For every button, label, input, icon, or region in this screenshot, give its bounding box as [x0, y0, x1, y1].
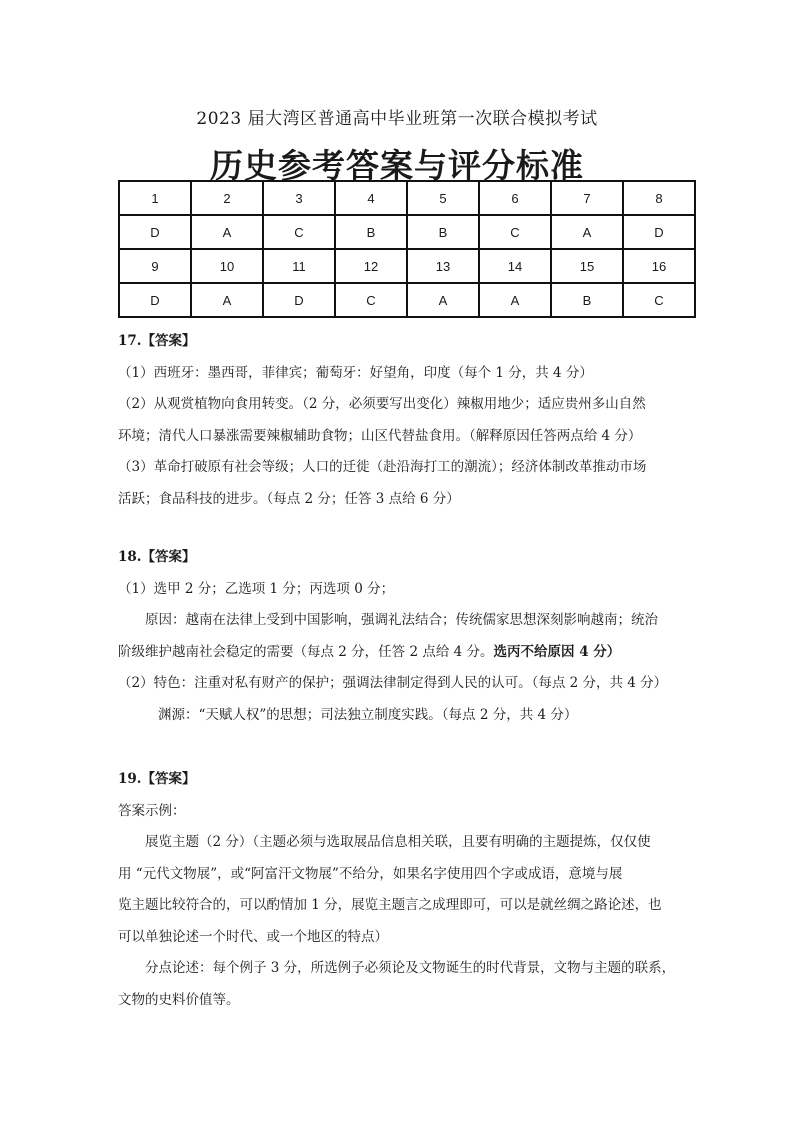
answer-cell: C	[479, 215, 551, 249]
q17-line: （1）西班牙：墨西哥，菲律宾；葡萄牙：好望角，印度（每个 1 分，共 4 分）	[118, 364, 593, 381]
question-number-cell: 6	[479, 181, 551, 215]
q18-line: （2）特色：注重对私有财产的保护；强调法律制定得到人民的认可。（每点 2 分，共 4 分）	[118, 675, 668, 691]
answer-cell: A	[191, 283, 263, 317]
answer-cell: A	[551, 215, 623, 249]
question-number-cell: 1	[119, 181, 191, 215]
answer-cell: A	[407, 283, 479, 317]
question-number-cell: 13	[407, 249, 479, 283]
answer-cell: C	[623, 283, 695, 317]
answer-row	[119, 283, 695, 317]
q17-line: （2）从观赏植物向食用转变。（2 分，必须要写出变化）辣椒用地少；适应贵州多山自然	[118, 396, 646, 412]
q19-line: 文物的史料价值等。	[118, 991, 240, 1008]
answer-row	[119, 215, 695, 249]
q19-line: 用 “元代文物展”，或“阿富汗文物展”不给分，如果名字使用四个字或成语，意境与展	[118, 865, 623, 882]
answer-cell: D	[119, 283, 191, 317]
question-number-cell: 12	[335, 249, 407, 283]
answer-cell: A	[479, 283, 551, 317]
q18-line: （1）选甲 2 分；乙选项 1 分；丙选项 0 分；	[118, 580, 395, 597]
q18-line-normal: 阶级维护越南社会稳定的需要（每点 2 分，任答 2 点给 4 分。	[118, 643, 494, 660]
question-number-cell: 7	[551, 181, 623, 215]
answer-table	[118, 180, 696, 318]
question-number-cell: 5	[407, 181, 479, 215]
answer-cell: D	[623, 215, 695, 249]
question-number-cell: 3	[263, 181, 335, 215]
q17-heading: 17.【答案】	[118, 333, 196, 349]
question-number-cell: 8	[623, 181, 695, 215]
question-number-cell: 16	[623, 249, 695, 283]
answer-key-title: 历史参考答案与评分标准	[210, 146, 584, 185]
question-number-cell: 9	[119, 249, 191, 283]
q19-heading: 19.【答案】	[118, 771, 196, 787]
answer-cell: C	[335, 283, 407, 317]
q17-line: 环境；清代人口暴涨需要辣椒辅助食物；山区代替盐食用。（解释原因任答两点给 4 分）	[118, 427, 642, 444]
answer-cell: D	[119, 215, 191, 249]
q19-line: 展览主题（2 分）（主题必须与选取展品信息相关联，且要有明确的主题提炼，仅仅使	[145, 834, 651, 850]
question-number-cell: 14	[479, 249, 551, 283]
q17-line: （3）革命打破原有社会等级；人口的迁徙（赴沿海打工的潮流）；经济体制改革推动市场	[118, 459, 647, 475]
q18-line	[118, 637, 688, 669]
answer-cell: B	[551, 283, 623, 317]
q18-line: 渊源：“天赋人权”的思想；司法独立制度实践。（每点 2 分，共 4 分）	[158, 706, 578, 723]
q17-section	[118, 326, 688, 515]
q18-line: 原因：越南在法律上受到中国影响，强调礼法结合；传统儒家思想深刻影响越南；统治	[145, 612, 658, 628]
q18-section	[118, 542, 688, 731]
q18-line-bold: 选丙不给原因 4 分）	[493, 643, 621, 660]
answer-cell: A	[191, 215, 263, 249]
q17-line: 活跃；食品科技的进步。（每点 2 分；任答 3 点给 6 分）	[118, 490, 460, 507]
q18-heading: 18.【答案】	[118, 549, 196, 565]
question-number-row	[119, 249, 695, 283]
question-number-cell: 15	[551, 249, 623, 283]
question-number-row	[119, 181, 695, 215]
answer-cell: C	[263, 215, 335, 249]
answer-cell: B	[407, 215, 479, 249]
question-number-cell: 10	[191, 249, 263, 283]
q19-line: 答案示例：	[118, 802, 186, 819]
q19-line: 可以单独论述一个时代、或一个地区的特点）	[118, 928, 388, 945]
answer-cell: D	[263, 283, 335, 317]
question-number-cell: 2	[191, 181, 263, 215]
question-number-cell: 4	[335, 181, 407, 215]
answer-cell: B	[335, 215, 407, 249]
question-number-cell: 11	[263, 249, 335, 283]
q19-section	[118, 764, 688, 1016]
q19-line: 分点论述：每个例子 3 分，所选例子必须论及文物诞生的时代背景，文物与主题的联系，	[145, 960, 676, 976]
q19-line: 览主题比较符合的，可以酌情加 1 分，展览主题言之成理即可，可以是就丝绸之路论述，也	[118, 897, 662, 913]
exam-title: 2023 届大湾区普通高中毕业班第一次联合模拟考试	[196, 109, 598, 129]
